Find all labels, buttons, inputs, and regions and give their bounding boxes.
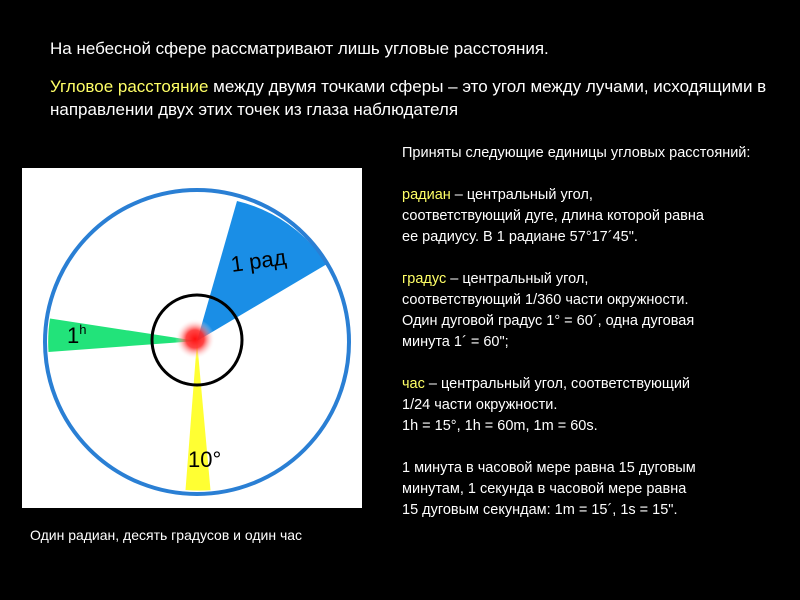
hour-label: 1$^h$	[67, 322, 87, 348]
hour-definition-line3: 1h = 15°, 1h = 60m, 1m = 60s.	[402, 418, 598, 434]
hour-definition-line1: час – центральный угол, соответствующий	[402, 376, 691, 392]
degree-term: градус	[402, 271, 447, 287]
radian-definition-line3: ее радиусу. В 1 радиане 57°17´45".	[402, 229, 638, 245]
units-intro: Приняты следующие единицы угловых расстояний:	[402, 145, 751, 161]
definition-text: между двумя точками сферы – это угол между лучами, исходящими в направлении двух этих точек из глаза наблюдателя	[50, 77, 767, 119]
angular-units-list	[402, 143, 787, 521]
degree-definition-line3: Один дуговой градус 1° = 60´, одна дуговая	[402, 313, 695, 329]
minute-definition-line2: минутам, 1 секунда в часовой мере равна	[402, 481, 687, 497]
hour-definition-line2: 1/24 части окружности.	[402, 397, 558, 413]
hour-term: час	[402, 376, 425, 392]
radian-term: радиан	[402, 187, 451, 203]
angle-diagram-svg	[22, 168, 362, 508]
figure-caption: Один радиан, десять градусов и один час	[30, 527, 303, 543]
radian-definition-line2: соответствующий дуге, длина которой равна	[402, 208, 704, 224]
degree-definition-line4: минута 1´ = 60";	[402, 334, 509, 350]
minute-definition-line1: 1 минута в часовой мере равна 15 дуговым	[402, 460, 696, 476]
angle-diagram	[22, 168, 362, 508]
definition-paragraph	[50, 75, 770, 121]
degree-definition-line1: градус – центральный угол,	[402, 271, 589, 287]
observer-point	[175, 319, 215, 359]
degree-definition-line2: соответствующий 1/360 части окружности.	[402, 292, 689, 308]
radian-definition-line1: радиан – центральный угол,	[402, 187, 593, 203]
minute-definition-line3: 15 дуговым секундам: 1m = 15´, 1s = 15".	[402, 502, 678, 518]
degree-label: 10°	[188, 447, 222, 472]
definition-term: Угловое расстояние	[50, 77, 209, 96]
slide-heading: На небесной сфере рассматривают лишь угловые расстояния.	[50, 39, 549, 58]
radian-label: 1 рад	[229, 244, 288, 277]
